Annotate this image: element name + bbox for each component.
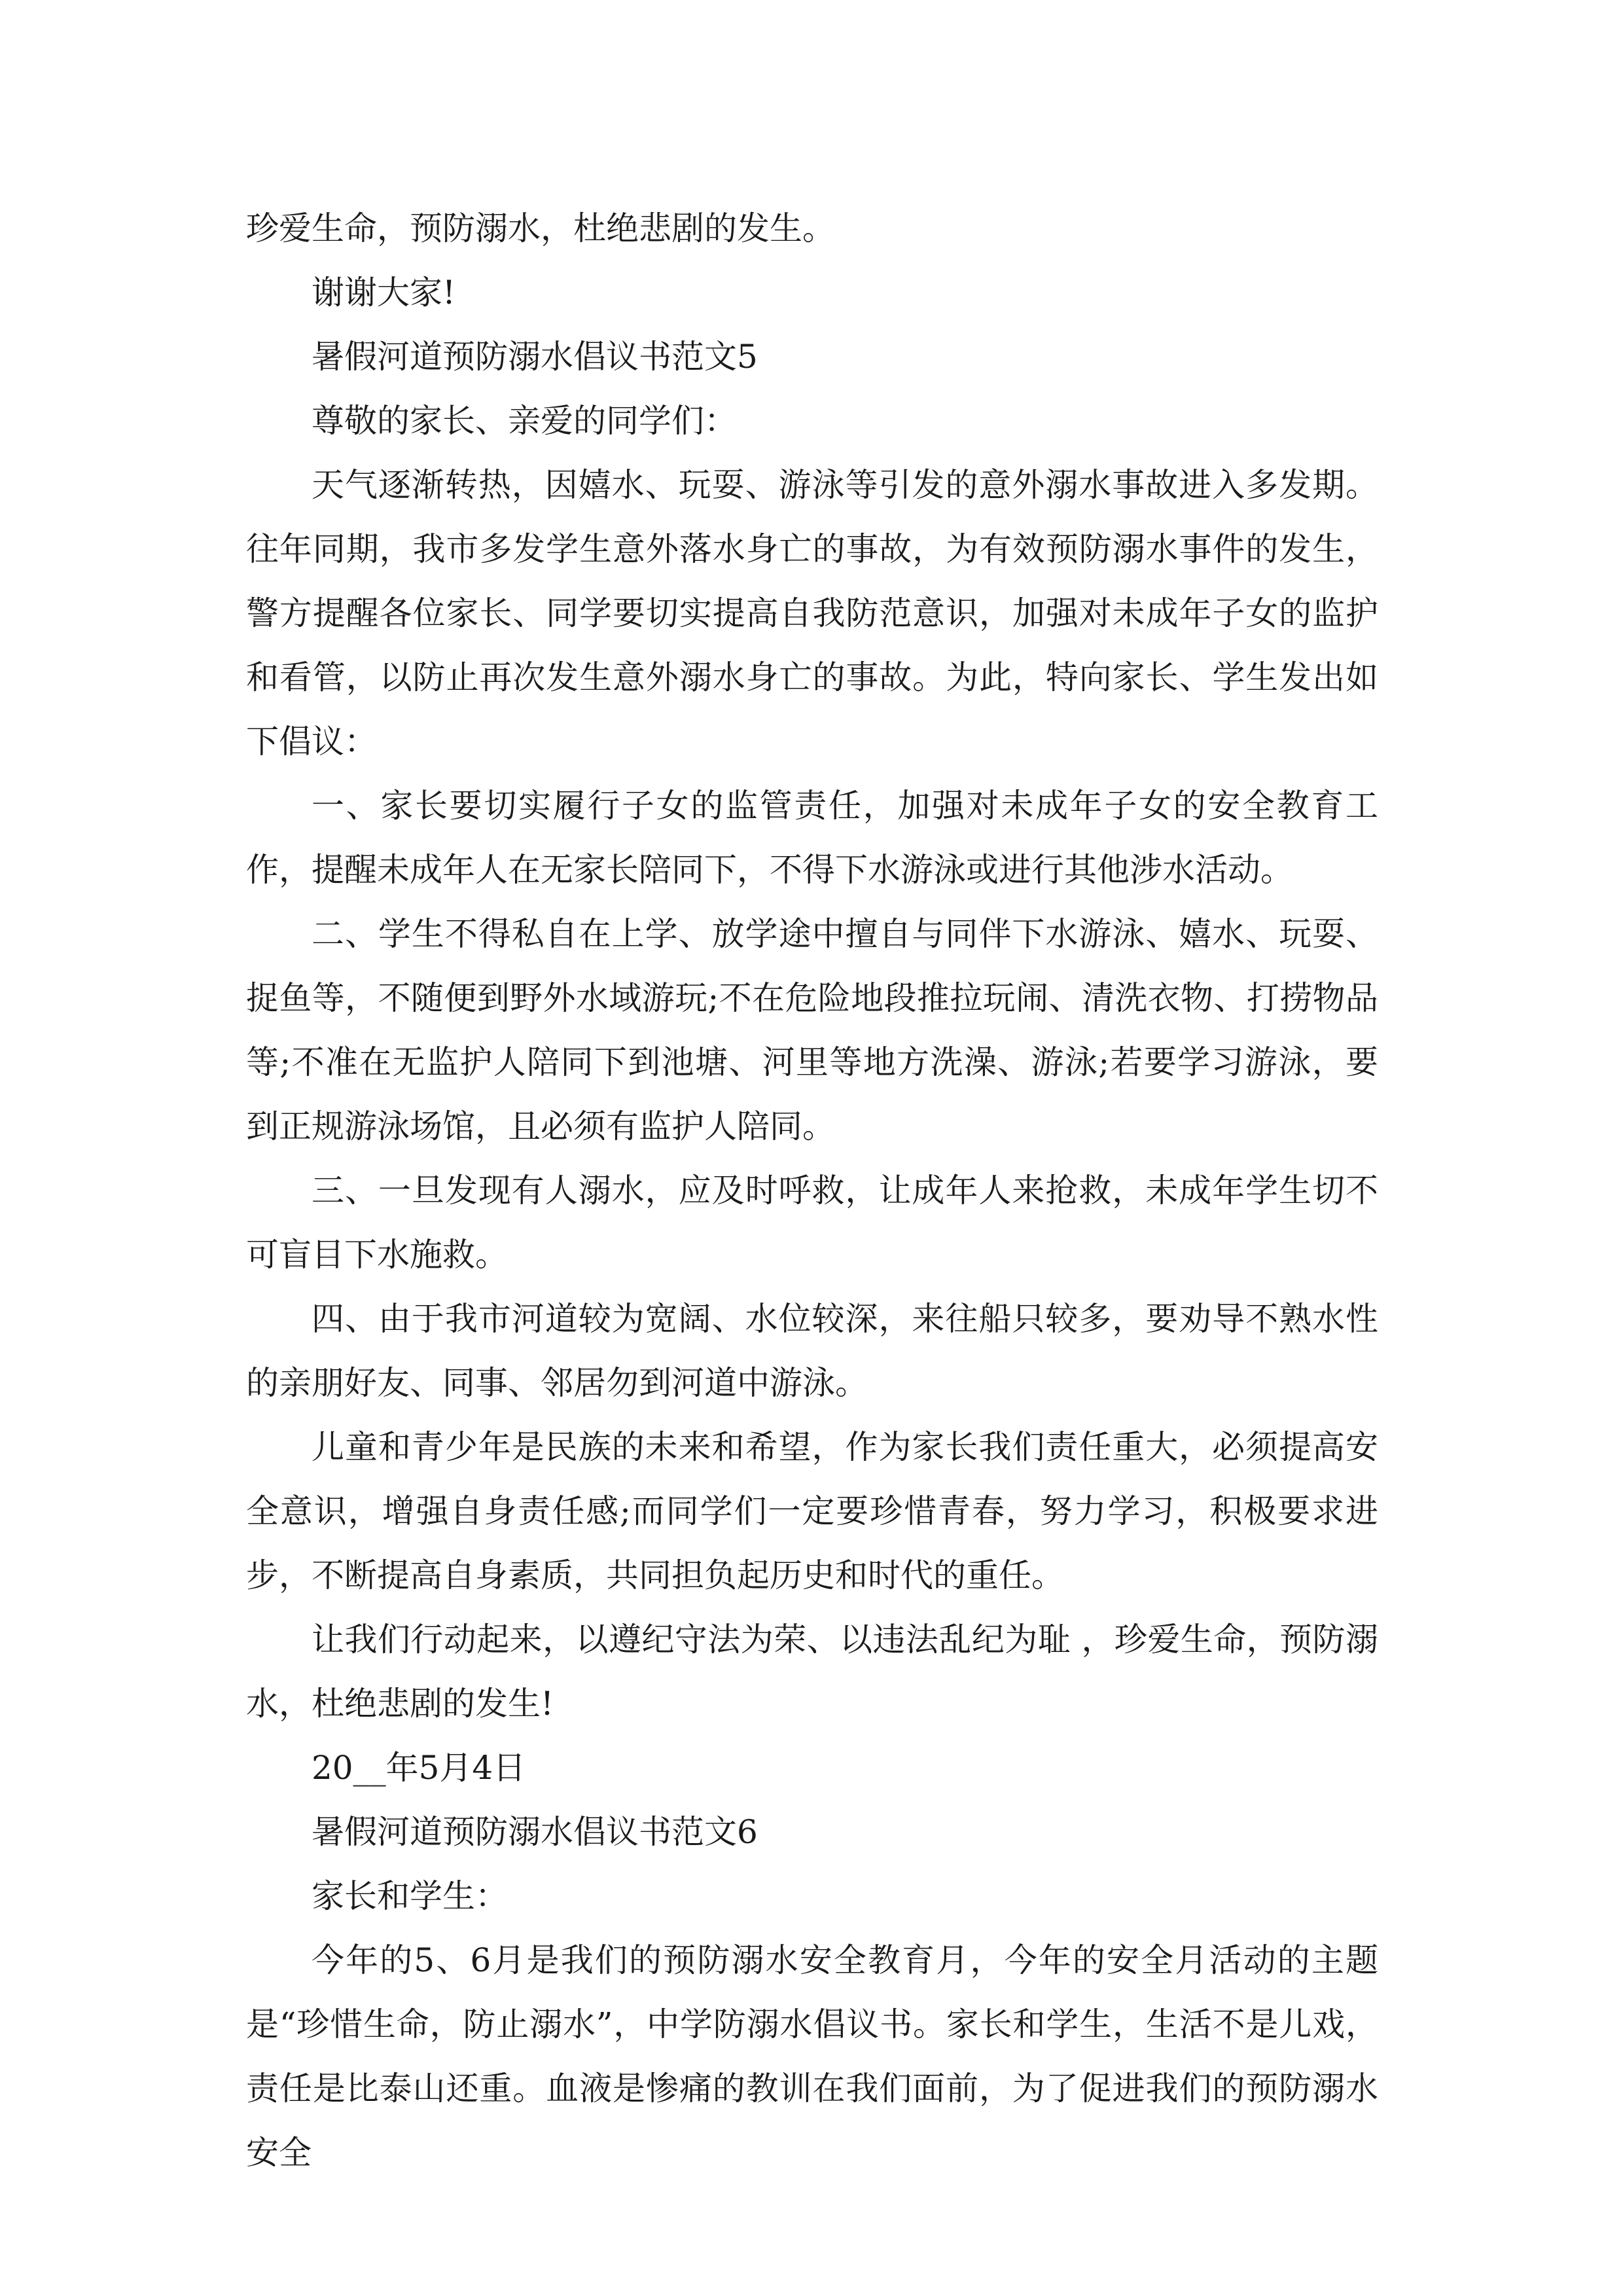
paragraph: 天气逐渐转热，因嬉水、玩耍、游泳等引发的意外溺水事故进入多发期。往年同期，我市多发学生意外落水身亡的事故，为有效预防溺水事件的发生，警方提醒各位家长、同学要切实提高自我防范意识，加强对未成年子女的监护和看管，以防止再次发生意外溺水身亡的事故。为此，特向家长、学生发出如下倡议： xyxy=(246,466,1378,761)
document-body xyxy=(246,196,1378,2185)
paragraph: 二、学生不得私自在上学、放学途中擅自与同伴下水游泳、嬉水、玩耍、捉鱼等，不随便到野外水域游玩;不在危险地段推拉玩闹、清洗衣物、打捞物品等;不准在无监护人陪同下到池塘、河里等地方洗澡、游泳;若要学习游泳，要到正规游泳场馆，且必须有监护人陪同。 xyxy=(246,915,1378,1145)
paragraph: 四、由于我市河道较为宽阔、水位较深，来往船只较多，要劝导不熟水性的亲朋好友、同事、邻居勿到河道中游泳。 xyxy=(246,1300,1378,1402)
date-line: 20__年5月4日 xyxy=(312,1749,526,1787)
section-heading: 暑假河道预防溺水倡议书范文6 xyxy=(312,1813,758,1851)
salutation: 尊敬的家长、亲爱的同学们： xyxy=(312,402,737,440)
closing-thanks: 谢谢大家! xyxy=(312,274,456,312)
paragraph: 今年的5、6月是我们的预防溺水安全教育月，今年的安全月活动的主题是“珍惜生命，防止溺水”，中学防溺水倡议书。家长和学生，生活不是儿戏，责任是比泰山还重。血液是惨痛的教训在我们面前，为了促进我们的预防溺水安全 xyxy=(246,1941,1378,2172)
paragraph: 一、家长要切实履行子女的监管责任，加强对未成年子女的安全教育工作，提醒未成年人在无家长陪同下，不得下水游泳或进行其他涉水活动。 xyxy=(246,787,1378,889)
section-heading: 暑假河道预防溺水倡议书范文5 xyxy=(312,338,758,376)
paragraph: 让我们行动起来，以遵纪守法为荣、以违法乱纪为耻 ，珍爱生命，预防溺水，杜绝悲剧的发生! xyxy=(246,1621,1378,1723)
paragraph: 珍爱生命，预防溺水，杜绝悲剧的发生。 xyxy=(246,209,835,247)
salutation: 家长和学生： xyxy=(312,1877,508,1915)
paragraph: 三、一旦发现有人溺水，应及时呼救，让成年人来抢救，未成年学生切不可盲目下水施救。 xyxy=(246,1172,1378,1274)
paragraph: 儿童和青少年是民族的未来和希望，作为家长我们责任重大，必须提高安全意识，增强自身责任感;而同学们一定要珍惜青春，努力学习，积极要求进步，不断提高自身素质，共同担负起历史和时代的重任。 xyxy=(246,1428,1378,1594)
